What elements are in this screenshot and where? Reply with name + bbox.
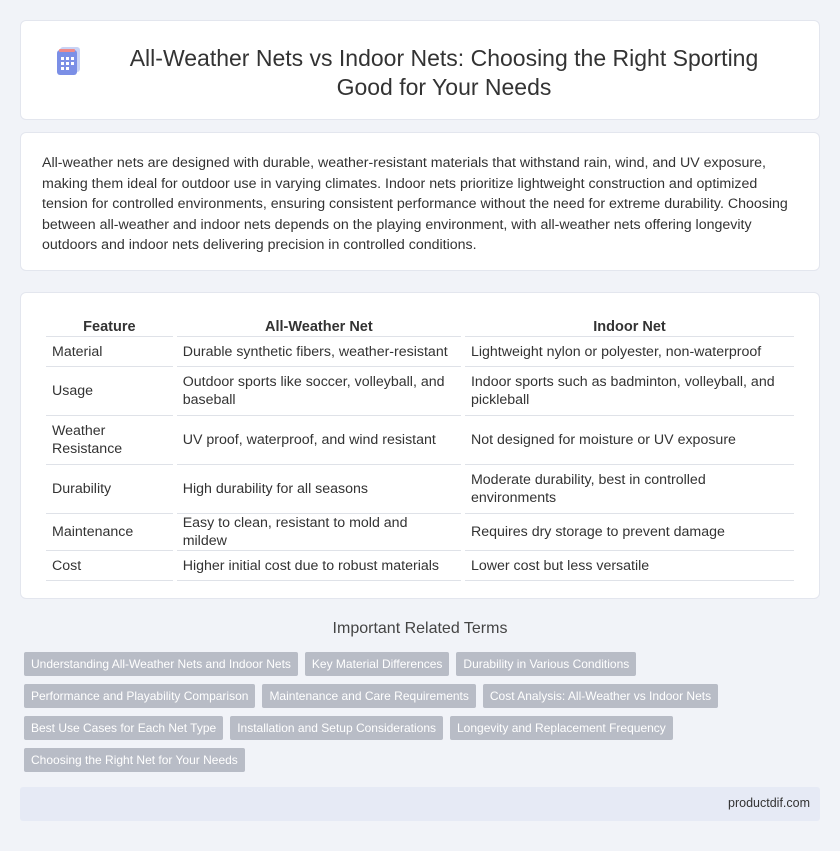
table-row (46, 465, 794, 514)
cell-indoor: Not designed for moisture or UV exposure (465, 416, 794, 465)
related-tag[interactable]: Longevity and Replacement Frequency (450, 716, 673, 740)
related-tag[interactable]: Maintenance and Care Requirements (262, 684, 475, 708)
cell-indoor: Requires dry storage to prevent damage (465, 514, 794, 551)
cell-feature: Maintenance (46, 514, 173, 551)
table-row (46, 337, 794, 367)
related-tag[interactable]: Durability in Various Conditions (456, 652, 636, 676)
title-wrap (21, 44, 819, 102)
footer-site[interactable]: productdif.com (728, 796, 810, 810)
document-icon (56, 46, 82, 76)
header-all-weather: All-Weather Net (177, 315, 461, 337)
related-tag[interactable]: Key Material Differences (305, 652, 450, 676)
footer (20, 787, 820, 821)
tag-row (24, 652, 804, 676)
cell-feature: Usage (46, 367, 173, 416)
summary-card (20, 132, 820, 271)
header-feature: Feature (46, 315, 173, 337)
cell-indoor: Moderate durability, best in controlled environments (465, 465, 794, 514)
header-card (20, 20, 820, 120)
page-title: All-Weather Nets vs Indoor Nets: Choosing the Right Sporting Good for Your Needs (129, 45, 759, 100)
cell-indoor: Indoor sports such as badminton, volleyball, and pickleball (465, 367, 794, 416)
cell-indoor: Lightweight nylon or polyester, non-waterproof (465, 337, 794, 367)
cell-feature: Durability (46, 465, 173, 514)
cell-all-weather: Durable synthetic fibers, weather-resistant (177, 337, 461, 367)
header-indoor: Indoor Net (465, 315, 794, 337)
table-row (46, 416, 794, 465)
tag-row (24, 684, 804, 708)
tag-row (24, 716, 804, 740)
cell-all-weather: Outdoor sports like soccer, volleyball, and baseball (177, 367, 461, 416)
related-tag[interactable]: Understanding All-Weather Nets and Indoor Nets (24, 652, 298, 676)
cell-all-weather: High durability for all seasons (177, 465, 461, 514)
table-row (46, 551, 794, 581)
related-tags (24, 652, 804, 780)
cell-all-weather: Higher initial cost due to robust materials (177, 551, 461, 581)
related-tag[interactable]: Installation and Setup Considerations (230, 716, 443, 740)
related-terms-title: Important Related Terms (332, 620, 508, 637)
related-tag[interactable]: Cost Analysis: All-Weather vs Indoor Nets (483, 684, 718, 708)
cell-all-weather: UV proof, waterproof, and wind resistant (177, 416, 461, 465)
cell-indoor: Lower cost but less versatile (465, 551, 794, 581)
related-tag[interactable]: Choosing the Right Net for Your Needs (24, 748, 245, 772)
tag-row (24, 748, 804, 772)
related-tag[interactable]: Performance and Playability Comparison (24, 684, 255, 708)
comparison-card (20, 292, 820, 599)
table-header-row (46, 315, 794, 337)
cell-feature: Weather Resistance (46, 416, 173, 465)
table-row (46, 514, 794, 551)
comparison-table (42, 315, 798, 581)
related-tag[interactable]: Best Use Cases for Each Net Type (24, 716, 223, 740)
cell-feature: Cost (46, 551, 173, 581)
cell-all-weather: Easy to clean, resistant to mold and mildew (177, 514, 461, 551)
summary-text: All-weather nets are designed with durable, weather-resistant materials that withstand rain, wind, and UV exposure, making them ideal for outdoor use in varying climates. Indoor nets prioritize lightweight construction and optimized tension for controlled environments, ensuring consistent performance without the need for extreme durability. Choosing between all-weather and indoor nets depends on the playing environment, with all-weather nets offering longevity outdoors and indoor nets delivering precision in controlled conditions. (42, 155, 788, 253)
cell-feature: Material (46, 337, 173, 367)
table-row (46, 367, 794, 416)
